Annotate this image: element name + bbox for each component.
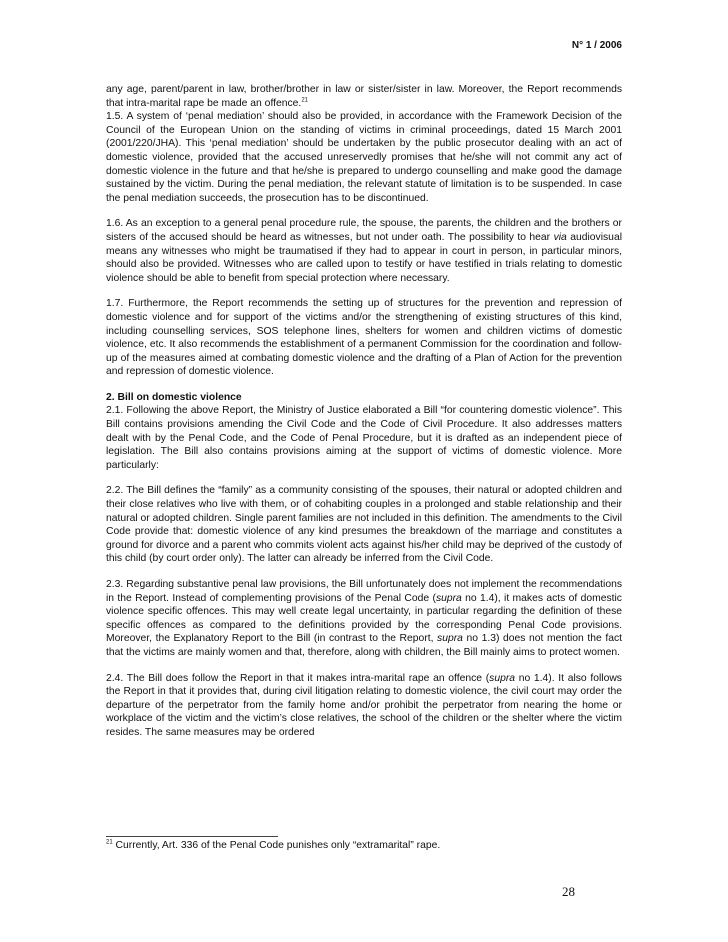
paragraph-text: no 1.4). It also follows the Report in that it provides that, during civil litigation relating to domestic violence, the civil court may order the departure of the perpetrator from the family home and/or prohibit the perpetrator from nearing the home or workplace of the victim and the victim’s close relatives, the school of the children or the shelter where the victim resides. The same measures may be ordered bbox=[106, 672, 622, 738]
paragraph-2-4 bbox=[106, 672, 622, 740]
paragraph-text: 2.4. The Bill does follow the Report in that it makes intra-marital rape an offence ( bbox=[106, 672, 490, 684]
emphasis-supra: supra bbox=[435, 592, 462, 604]
footnote-ref[interactable]: 21 bbox=[301, 97, 308, 104]
footnote bbox=[106, 840, 622, 851]
footnote-text: Currently, Art. 336 of the Penal Code punishes only “extramarital” rape. bbox=[112, 840, 441, 851]
paragraph-text: audiovisual means any witnesses who might be traumatised if they had to appear in court in person, in particular minors, should also be provided. Witnesses who are called upon to testify or have testified in trials relating to domestic violence should be able to benefit from special protection where necessary. bbox=[106, 231, 622, 284]
footnote-number: 21 bbox=[106, 839, 113, 846]
paragraph-text: 1.6. As an exception to a general penal procedure rule, the spouse, the parents, the children and the brothers or sisters of the accused should be heard as witnesses, but not under oath. The possibility to hear bbox=[106, 218, 622, 243]
paragraph-1-6 bbox=[106, 217, 622, 285]
paragraph-2-3 bbox=[106, 578, 622, 660]
page-body bbox=[106, 83, 622, 740]
paragraph-1-5: 1.5. A system of ‘penal mediation’ should also be provided, in accordance with the Framework Decision of the Council of the European Union on the standing of victims in criminal proceedings, dated 15 March 2001 (2001/220/JHA). This ‘penal mediation’ should be undertaken by the public prosecutor dealing with an act of domestic violence, provided that the accused unreservedly promises that he/she will not commit any act of domestic violence in the future and that he/she is prepared to undergo counselling and make good the damage sustained by the victim. During the penal mediation, the relevant statute of limitation is to be suspended. In case the penal mediation succeeds, the prosecution has to be discontinued. bbox=[106, 111, 622, 204]
page-number: 28 bbox=[562, 884, 575, 899]
paragraph-2-1: 2.1. Following the above Report, the Ministry of Justice elaborated a Bill “for countering domestic violence”. This Bill contains provisions amending the Civil Code and the Code of Civil Procedure. It also addresses matters dealt with by the Penal Code, and the Code of Penal Procedure, but it is drafted as an independent piece of legislation. The Bill also contains provisions aiming at the support of victims of domestic violence. More particularly: bbox=[106, 405, 622, 471]
paragraph-1-7: 1.7. Furthermore, the Report recommends the setting up of structures for the prevention and repression of domestic violence and for support of the victims and/or the strengthening of existing structures of this kind, including counselling services, SOS telephone lines, shelters for women and children victims of domestic violence, etc. It also recommends the establishment of a permanent Commission for the coordination and follow-up of the measures aimed at combating domestic violence and the drafting of a Plan of Action for the prevention and repression of domestic violence. bbox=[106, 298, 622, 378]
paragraph-1-4-end bbox=[106, 83, 622, 110]
section-heading: 2. Bill on domestic violence bbox=[106, 391, 242, 403]
issue-header: N° 1 / 2006 bbox=[571, 40, 622, 51]
emphasis-supra: supra bbox=[437, 633, 463, 645]
emphasis-supra: supra bbox=[489, 672, 516, 684]
paragraph-text: 2.3. Regarding substantive penal law provisions, the Bill unfortunately does not implement the recommendations in the Report. Instead of complementing provisions of the Penal Code ( bbox=[106, 579, 622, 604]
paragraph-text: no 1.4), it makes acts of domestic violence specific offences. This may well create legal uncertainty, in particular regarding the definition of these specific offences as compared to the definitions provided by the corresponding Penal Code provisions. Moreover, the Explanatory Report to the Bill (in contrast to the Report, bbox=[106, 592, 622, 645]
paragraph-text: no 1.3) does not mention the fact that the victims are mainly women and that, therefore, along with children, the Bill mainly aims to protect women. bbox=[106, 633, 622, 658]
paragraph-text: any age, parent/parent in law, brother/brother in law or sister/sister in law. Moreover, the Report recommends that intra-marital rape be made an offence. bbox=[106, 84, 622, 109]
emphasis-via: via bbox=[553, 231, 567, 243]
footnote-divider bbox=[106, 836, 278, 837]
paragraph-2-2: 2.2. The Bill defines the “family” as a community consisting of the spouses, their natural or adopted children and their close relatives who live with them, or of cohabiting couples in a prolonged and stable relationship and their natural or adopted children. Single parent families are not included in this definition. The amendments to the Civil Code provide that: domestic violence of any kind presumes the breakdown of the marriage and constitutes a ground for divorce and a parent who commits violent acts against his/her child may be deprived of the custody of this child (by court order only). The latter can already be inferred from the Civil Code. bbox=[106, 485, 622, 565]
